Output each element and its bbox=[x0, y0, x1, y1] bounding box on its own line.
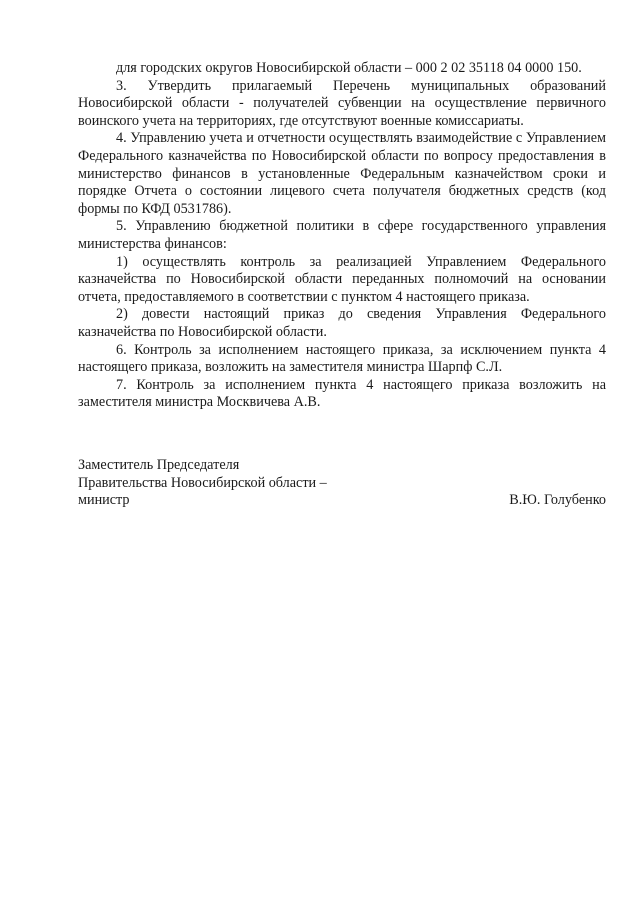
signatory-position-line-1: Заместитель Председателя bbox=[78, 457, 240, 473]
signature-block bbox=[78, 457, 606, 510]
paragraph-item-3: 3. Утвердить прилагаемый Перечень муниципальных образований Новосибирской области - получателей субвенции на осуществление первичного воинского учета на территориях, где отсутствуют военные комиссариаты. bbox=[78, 77, 606, 129]
paragraph-item-4: 4. Управлению учета и отчетности осуществлять взаимодействие с Управлением Федерального казначейства по Новосибирской области по вопросу предоставления в министерство финансов в установленные Федеральным казначейством сроки и порядке Отчета о состоянии лицевого счета получателя бюджетных средств (код формы по КФД 0531786). bbox=[78, 130, 606, 217]
document-body bbox=[78, 60, 606, 412]
paragraph-item-5-2: 2) довести настоящий приказ до сведения Управления Федерального казначейства по Новосибирской области. bbox=[78, 306, 606, 340]
signatory-name: В.Ю. Голубенко bbox=[509, 492, 606, 509]
paragraph-continuation: для городских округов Новосибирской области – 000 2 02 35118 04 0000 150. bbox=[116, 60, 582, 76]
paragraph-item-5: 5. Управлению бюджетной политики в сфере государственного управления министерства финансов: bbox=[78, 218, 606, 252]
paragraph-item-7: 7. Контроль за исполнением пункта 4 настоящего приказа возложить на заместителя министра Москвичева А.В. bbox=[78, 376, 606, 411]
signatory-position-line-3: министр bbox=[78, 492, 130, 509]
paragraph-item-6: 6. Контроль за исполнением настоящего приказа, за исключением пункта 4 настоящего приказа, возложить на заместителя министра Шарпф С.Л. bbox=[78, 341, 606, 376]
signatory-position-line-2: Правительства Новосибирской области – bbox=[78, 474, 327, 491]
signature-line bbox=[78, 492, 606, 510]
paragraph-item-5-1: 1) осуществлять контроль за реализацией Управлением Федерального казначейства по Новосибирской области переданных полномочий на основании отчета, предоставляемого в соответствии с пунктом 4 настоящего приказа. bbox=[78, 253, 606, 305]
